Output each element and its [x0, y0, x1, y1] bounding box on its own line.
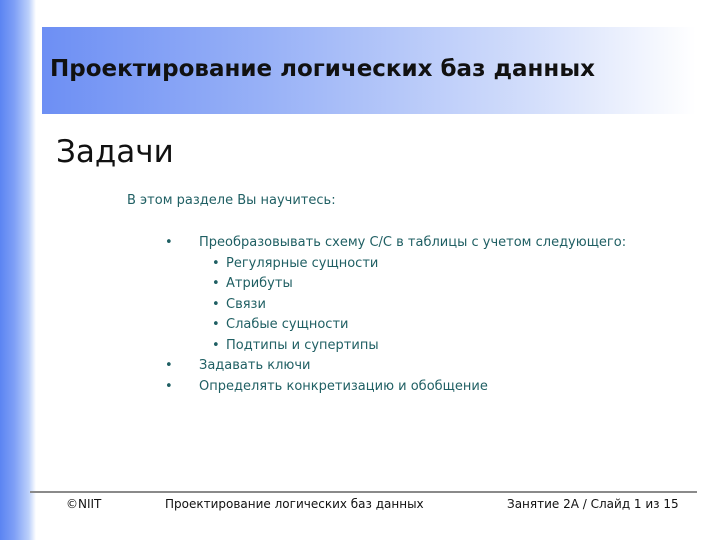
objective-text: Преобразовывать схему С/С в таблицы с учетом следующего:	[199, 235, 627, 250]
objective-subitem	[212, 317, 349, 332]
left-decorative-bar	[0, 0, 36, 540]
bullet-dot-icon: •	[165, 235, 173, 250]
section-heading: Задачи	[56, 134, 174, 170]
objective-text: Определять конкретизацию и обобщение	[199, 379, 488, 394]
footer-slide-info: Занятие 2А / Слайд 1 из 15	[507, 497, 679, 511]
objective-text: Слабые сущности	[226, 317, 349, 332]
bullet-dot-icon: •	[212, 297, 220, 312]
objective-item	[165, 379, 488, 394]
objective-text: Подтипы и супертипы	[226, 338, 379, 353]
intro-text: В этом разделе Вы научитесь:	[127, 193, 336, 208]
objective-text: Атрибуты	[226, 276, 293, 291]
bullet-dot-icon: •	[212, 317, 220, 332]
objective-text: Задавать ключи	[199, 358, 311, 373]
objective-item	[165, 358, 311, 373]
slide-title: Проектирование логических баз данных	[50, 56, 595, 82]
bullet-dot-icon: •	[212, 256, 220, 271]
objective-item	[165, 235, 627, 250]
bullet-dot-icon: •	[212, 276, 220, 291]
bullet-dot-icon: •	[165, 379, 173, 394]
objective-text: Регулярные сущности	[226, 256, 379, 271]
footer-divider	[30, 491, 697, 493]
footer-course-title: Проектирование логических баз данных	[165, 497, 424, 511]
objective-subitem	[212, 297, 266, 312]
bullet-dot-icon: •	[212, 338, 220, 353]
objective-subitem	[212, 276, 293, 291]
objective-subitem	[212, 338, 379, 353]
objective-text: Связи	[226, 297, 266, 312]
footer-copyright: ©NIIT	[66, 497, 102, 511]
bullet-dot-icon: •	[165, 358, 173, 373]
objective-subitem	[212, 256, 379, 271]
